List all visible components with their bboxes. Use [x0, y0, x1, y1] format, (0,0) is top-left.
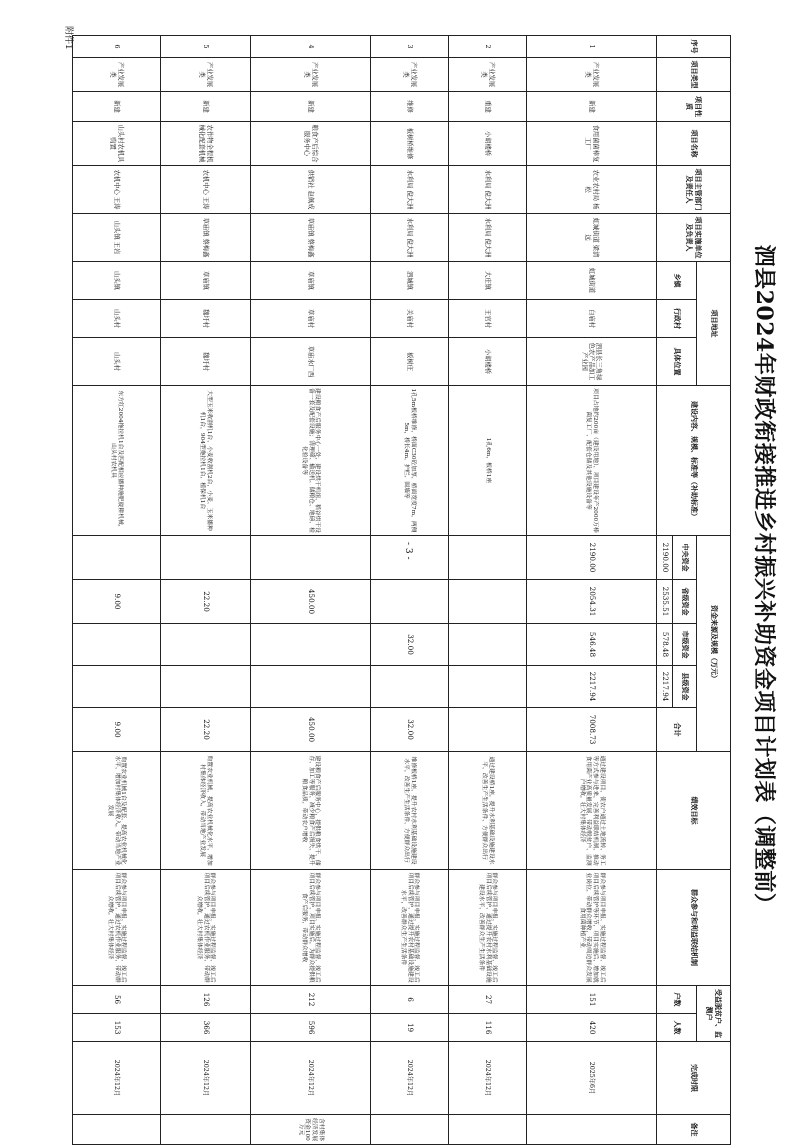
- col-households-header: 户数: [657, 986, 697, 1014]
- cell-village: 魏圩村: [161, 300, 251, 338]
- total-central: 2190.00: [657, 536, 673, 580]
- col-central-header: 中央资金: [673, 536, 697, 580]
- cell-impl: 草庙镇 蔡梅鑫: [161, 214, 251, 262]
- col-goal-header: 绩效目标: [657, 752, 731, 870]
- cell-goal: 建设粮食产后服务中心，提供粮食烘干、储存、加工等服务，减少粮食产后损失，提升粮食品质，带动农户增收: [251, 752, 371, 870]
- cell-mechanism: 群众参与项目申报、实施过程监督、竣工后项目后续管护，通过农机作业服务，带动群众增收，壮大村集体经济: [73, 870, 161, 986]
- cell-impl: 水利局 倪大洲: [449, 214, 527, 262]
- total-county: 2217.94: [657, 666, 673, 708]
- col-type-header: 项目类型: [657, 58, 731, 92]
- cell-city: [449, 624, 527, 666]
- cell-impl: 虹城街道 梁清远: [527, 214, 657, 262]
- cell-deadline: 2024年12月: [449, 1042, 527, 1115]
- cell-remark: [527, 1115, 657, 1145]
- cell-deadline: 2024年12月: [251, 1042, 371, 1115]
- cell-mechanism: 群众参与项目申报、实施过程监督、竣工后项目后续管护，通过提升农村水利基础设施建设水平，改善群众生产生活条件: [449, 870, 527, 986]
- cell-name: 农作物全程机械化配套机械: [161, 122, 251, 166]
- cell-remark: [371, 1115, 449, 1145]
- cell-provincial: 9.00: [73, 580, 161, 624]
- cell-content: 东方红2004拖拉机1台及匹配相应播种施肥旋耕机械，山头村农机具: [73, 386, 161, 536]
- col-village-header: 行政村: [657, 300, 697, 338]
- col-sum-header: 合计: [657, 708, 697, 752]
- cell-city: [251, 624, 371, 666]
- cell-households: 212: [251, 986, 371, 1014]
- col-beneficiary-header: 受益脱贫户、监测户: [697, 986, 731, 1042]
- col-seq-header: 序号: [657, 36, 731, 58]
- cell-households: 27: [449, 986, 527, 1014]
- cell-village: 王官村: [449, 300, 527, 338]
- cell-impl: 山头镇 王岩: [73, 214, 161, 262]
- cell-sum: 22.20: [161, 708, 251, 752]
- cell-persons: 19: [371, 1014, 449, 1042]
- cell-site: 魏圩村: [161, 338, 251, 386]
- cell-dept: 农业农村局 杨松: [527, 166, 657, 214]
- cell-mechanism: 群众参与项目申报、实施过程监督、竣工后项目后续管护，项目实施后，为群众提供粮食产后服务，带动群众增收: [251, 870, 371, 986]
- cell-city: [161, 624, 251, 666]
- cell-county: [251, 666, 371, 708]
- cell-deadline: 2025年6月: [527, 1042, 657, 1115]
- project-rows: [73, 36, 657, 1145]
- cell-remark: [161, 1115, 251, 1145]
- cell-seq: 4: [251, 36, 371, 58]
- cell-dept: 水利局 倪大洲: [449, 166, 527, 214]
- cell-provincial: 2054.31: [527, 580, 657, 624]
- col-town-header: 乡镇: [657, 262, 697, 300]
- cell-provincial: [449, 580, 527, 624]
- cell-site: 板树庄: [371, 338, 449, 386]
- cell-site: 草庙水厂西: [251, 338, 371, 386]
- cell-nature: 重建: [449, 92, 527, 122]
- col-provincial-header: 省级资金: [673, 580, 697, 624]
- cell-name: 食用菌菌棒复工厂: [527, 122, 657, 166]
- table-row: [73, 36, 161, 1145]
- cell-city: 546.48: [527, 624, 657, 666]
- cell-type: 产业发展类: [371, 58, 449, 92]
- cell-nature: 新建: [251, 92, 371, 122]
- cell-seq: 3: [371, 36, 449, 58]
- cell-central: [371, 536, 449, 580]
- cell-city: [73, 624, 161, 666]
- cell-seq: 2: [449, 36, 527, 58]
- cell-town: 虹城街道: [527, 262, 657, 300]
- cell-dept: 农机中心 王涛: [161, 166, 251, 214]
- cell-seq: 6: [73, 36, 161, 58]
- cell-sum: 7008.73: [527, 708, 657, 752]
- attachment-label: 附件1: [63, 26, 73, 50]
- table-row: [449, 36, 527, 1145]
- cell-remark: [449, 1115, 527, 1145]
- cell-content: 大型玉米收割机1台，小麦收割机2台，小麦、玉米播种机1台，904型拖拉机1台，植保机1台: [161, 386, 251, 536]
- cell-sum: 9.00: [73, 708, 161, 752]
- cell-site: 泗县长三角绿色农产品加工产业园: [527, 338, 657, 386]
- cell-persons: 596: [251, 1014, 371, 1042]
- cell-deadline: 2024年12月: [73, 1042, 161, 1115]
- cell-households: 151: [527, 986, 657, 1014]
- cell-remark: 含村集体经济发展资金100万元: [251, 1115, 371, 1145]
- cell-dept: 水利局 倪大洲: [371, 166, 449, 214]
- cell-type: 产业发展类: [161, 58, 251, 92]
- cell-type: 产业发展类: [73, 58, 161, 92]
- col-impl-header: 项目实施单位及负责人: [657, 214, 731, 262]
- cell-content: 建设粮食产后服务中心一处，建设烘干机组、稻谷烘干设备一套及配套设施；清理筛、输送机、储粮仓、地磅、检化验设备等: [251, 386, 371, 536]
- cell-dept: 供销社 赵佩成: [251, 166, 371, 214]
- cell-remark: [73, 1115, 161, 1145]
- cell-village: 山头村: [73, 300, 161, 338]
- cell-village: 关庙村: [371, 300, 449, 338]
- cell-village: 草庙村: [251, 300, 371, 338]
- total-city: 578.48: [657, 624, 673, 666]
- cell-sum: [449, 708, 527, 752]
- cell-persons: 366: [161, 1014, 251, 1042]
- cell-site: 小胡楼桥: [449, 338, 527, 386]
- col-name-header: 项目名称: [657, 122, 731, 166]
- cell-goal: 购置农业机械，提高农业机械化水平，增加村集体经济收入，带动当地产业发展: [161, 752, 251, 870]
- cell-goal: 维修板桥1座，提升农村水利基础设施建设水平，改善生产生活条件，方便群众出行: [371, 752, 449, 870]
- cell-name: 粮食产后综合服务中心: [251, 122, 371, 166]
- cell-county: [371, 666, 449, 708]
- cell-town: 大庄镇: [449, 262, 527, 300]
- cell-seq: 5: [161, 36, 251, 58]
- cell-site: 山头村: [73, 338, 161, 386]
- cell-mechanism: 群众参与项目申报、实施过程监督、竣工后项目后续管护，通过农机作业服务，带动群众增收，壮大村集体经济: [161, 870, 251, 986]
- cell-seq: 1: [527, 36, 657, 58]
- cell-goal: 通过建设项目，使农户通过土地流转、务工等方式参与进来，完善利益联结机制，推动食用菌产业高质量发展，带动脱贫户、监测户增收，壮大村集体经济: [527, 752, 657, 870]
- cell-sum: 450.00: [251, 708, 371, 752]
- cell-content: 1孔6m，板桥1座: [449, 386, 527, 536]
- cell-type: 产业发展类: [251, 58, 371, 92]
- cell-central: [73, 536, 161, 580]
- cell-mechanism: 群众参与项目申报、实施过程监督、竣工后项目后续管护等环节，项目实施后，增加就业岗位，带动群众增收，带动周边群众发展食用菌种植产业: [527, 870, 657, 986]
- col-county-header: 县级资金: [673, 666, 697, 708]
- col-content-header: 建设内容、规模、标准等（补助标准）: [657, 386, 731, 536]
- cell-central: [251, 536, 371, 580]
- header-row-1: [697, 36, 731, 1145]
- cell-dept: 农机中心 王涛: [73, 166, 161, 214]
- cell-provincial: [371, 580, 449, 624]
- cell-persons: 153: [73, 1014, 161, 1042]
- page-number: - 3 -: [403, 542, 413, 560]
- cell-city: 32.00: [371, 624, 449, 666]
- project-plan-table: [72, 35, 731, 1145]
- cell-provincial: 22.20: [161, 580, 251, 624]
- cell-goal: 通过建设桥1座，提升水利基础设施建设水平，改善生产生活条件，方便群众出行: [449, 752, 527, 870]
- cell-type: 产业发展类: [449, 58, 527, 92]
- cell-content: 项目占地约200亩（建设用地），项目建设年产2000万棒菌复工厂、配套仓储及其他设施设备等: [527, 386, 657, 536]
- col-city-header: 市级资金: [673, 624, 697, 666]
- document-title: 泗县2024年财政衔接推进乡村振兴补助资金项目计划表（调整前）: [751, 244, 777, 916]
- cell-name: 小胡楼桥: [449, 122, 527, 166]
- col-site-header: 具体位置: [657, 338, 697, 386]
- cell-nature: 新建: [161, 92, 251, 122]
- cell-mechanism: 群众参与项目申报、实施过程监督、竣工后项目后续管护，通过提升农村基础设施建设水平，改善群众生产生活条件: [371, 870, 449, 986]
- cell-goal: 购置农业机械1台及配套，提高农业机械化水平，增加村集体经济收入，带动当地产业发展: [73, 752, 161, 870]
- cell-households: 6: [371, 986, 449, 1014]
- cell-deadline: 2024年12月: [371, 1042, 449, 1115]
- table-row: [161, 36, 251, 1145]
- table-row: [251, 36, 371, 1145]
- col-dept-header: 项目主管部门及责任人: [657, 166, 731, 214]
- cell-nature: 新建: [527, 92, 657, 122]
- col-location-header: 项目地址: [697, 262, 731, 386]
- cell-town: 草庙镇: [251, 262, 371, 300]
- total-provincial: 2535.51: [657, 580, 673, 624]
- cell-impl: 草庙镇 蔡梅鑫: [251, 214, 371, 262]
- cell-county: 2217.94: [527, 666, 657, 708]
- cell-households: 56: [73, 986, 161, 1014]
- cell-town: 泗城镇: [371, 262, 449, 300]
- col-funds-header: 资金来源及规模（万元）: [697, 536, 731, 752]
- col-persons-header: 人数: [657, 1014, 697, 1042]
- cell-households: 126: [161, 986, 251, 1014]
- col-mechanism-header: 群众参与和利益联结机制: [657, 870, 731, 986]
- cell-nature: 维修: [371, 92, 449, 122]
- cell-central: 2190.00: [527, 536, 657, 580]
- cell-town: 草庙镇: [161, 262, 251, 300]
- table-row: [527, 36, 657, 1145]
- cell-county: [73, 666, 161, 708]
- col-nature-header: 项目性质: [657, 92, 731, 122]
- col-remark-header: 备注: [657, 1115, 731, 1145]
- cell-sum: 32.00: [371, 708, 449, 752]
- cell-type: 产业发展类: [527, 58, 657, 92]
- cell-name: 板树桥维修: [371, 122, 449, 166]
- cell-central: [449, 536, 527, 580]
- cell-impl: 水利局 倪大洲: [371, 214, 449, 262]
- cell-persons: 116: [449, 1014, 527, 1042]
- col-deadline-header: 完成时限: [657, 1042, 731, 1115]
- cell-nature: 新建: [73, 92, 161, 122]
- cell-county: [161, 666, 251, 708]
- cell-provincial: 450.00: [251, 580, 371, 624]
- cell-name: 山头村农机具购置: [73, 122, 161, 166]
- cell-persons: 420: [527, 1014, 657, 1042]
- cell-central: [161, 536, 251, 580]
- cell-village: 白庙村: [527, 300, 657, 338]
- table-row: [371, 36, 449, 1145]
- cell-county: [449, 666, 527, 708]
- cell-content: 1孔5m板桥维修，桥面C30砼加厚，桥面宽度7m，两侧5m，桥长4m，护栏、围墙等: [371, 386, 449, 536]
- cell-town: 山头镇: [73, 262, 161, 300]
- cell-deadline: 2024年12月: [161, 1042, 251, 1115]
